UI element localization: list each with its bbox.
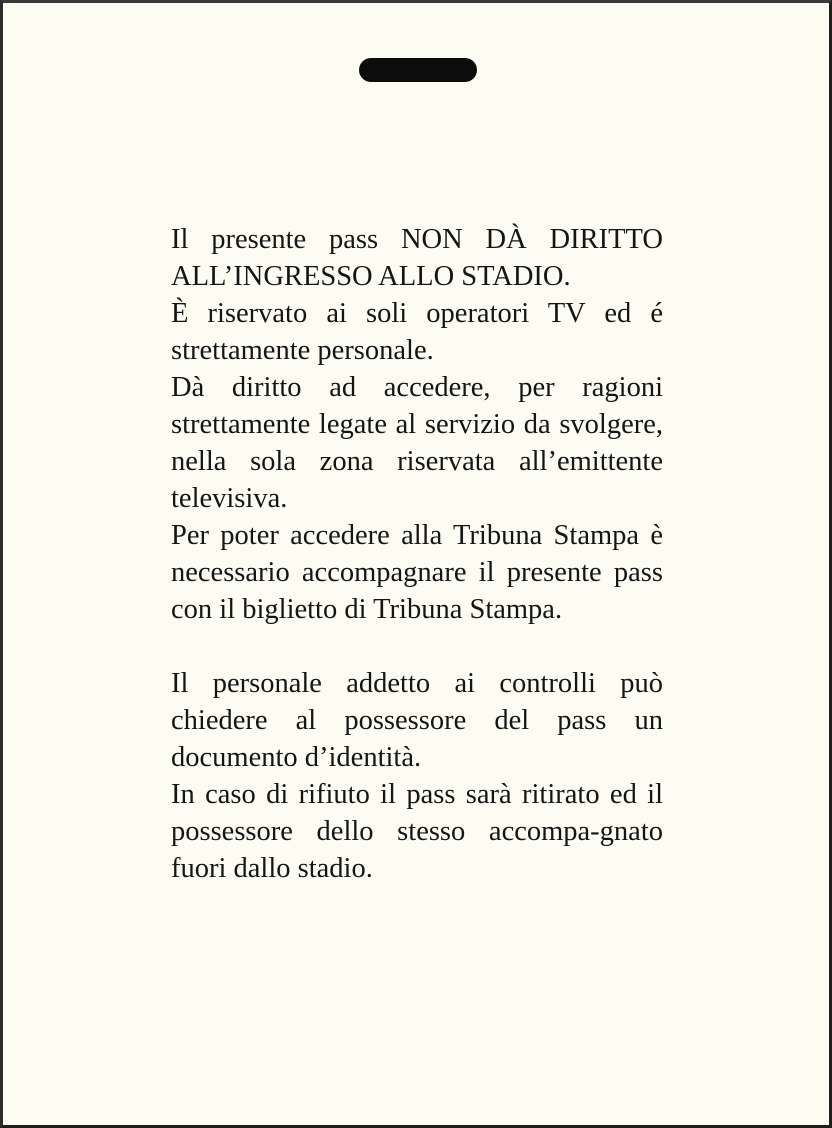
- paragraph-refusal: In caso di rifiuto il pass sarà ritirato ed il possessore dello stesso accompa-gnato fuori dallo stadio.: [171, 779, 663, 884]
- pass-text-block: [171, 221, 663, 887]
- lanyard-slot: [359, 58, 477, 82]
- paragraph-press-gallery: Per poter accedere alla Tribuna Stampa è necessario accompagnare il presente pass con il biglietto di Tribuna Stampa.: [171, 520, 663, 625]
- paragraph-tv-operators: È riservato ai soli operatori TV ed é strettamente personale.: [171, 298, 663, 366]
- paragraph-no-entry: Il presente pass NON DÀ DIRITTO ALL’INGRESSO ALLO STADIO.: [171, 224, 663, 292]
- paragraph-identity-check: Il personale addetto ai controlli può chiedere al possessore del pass un documento d’identità.: [171, 668, 663, 773]
- paragraph-access-zone: Dà diritto ad accedere, per ragioni strettamente legate al servizio da svolgere, nella sola zona riservata all’emittente televisiva.: [171, 372, 663, 514]
